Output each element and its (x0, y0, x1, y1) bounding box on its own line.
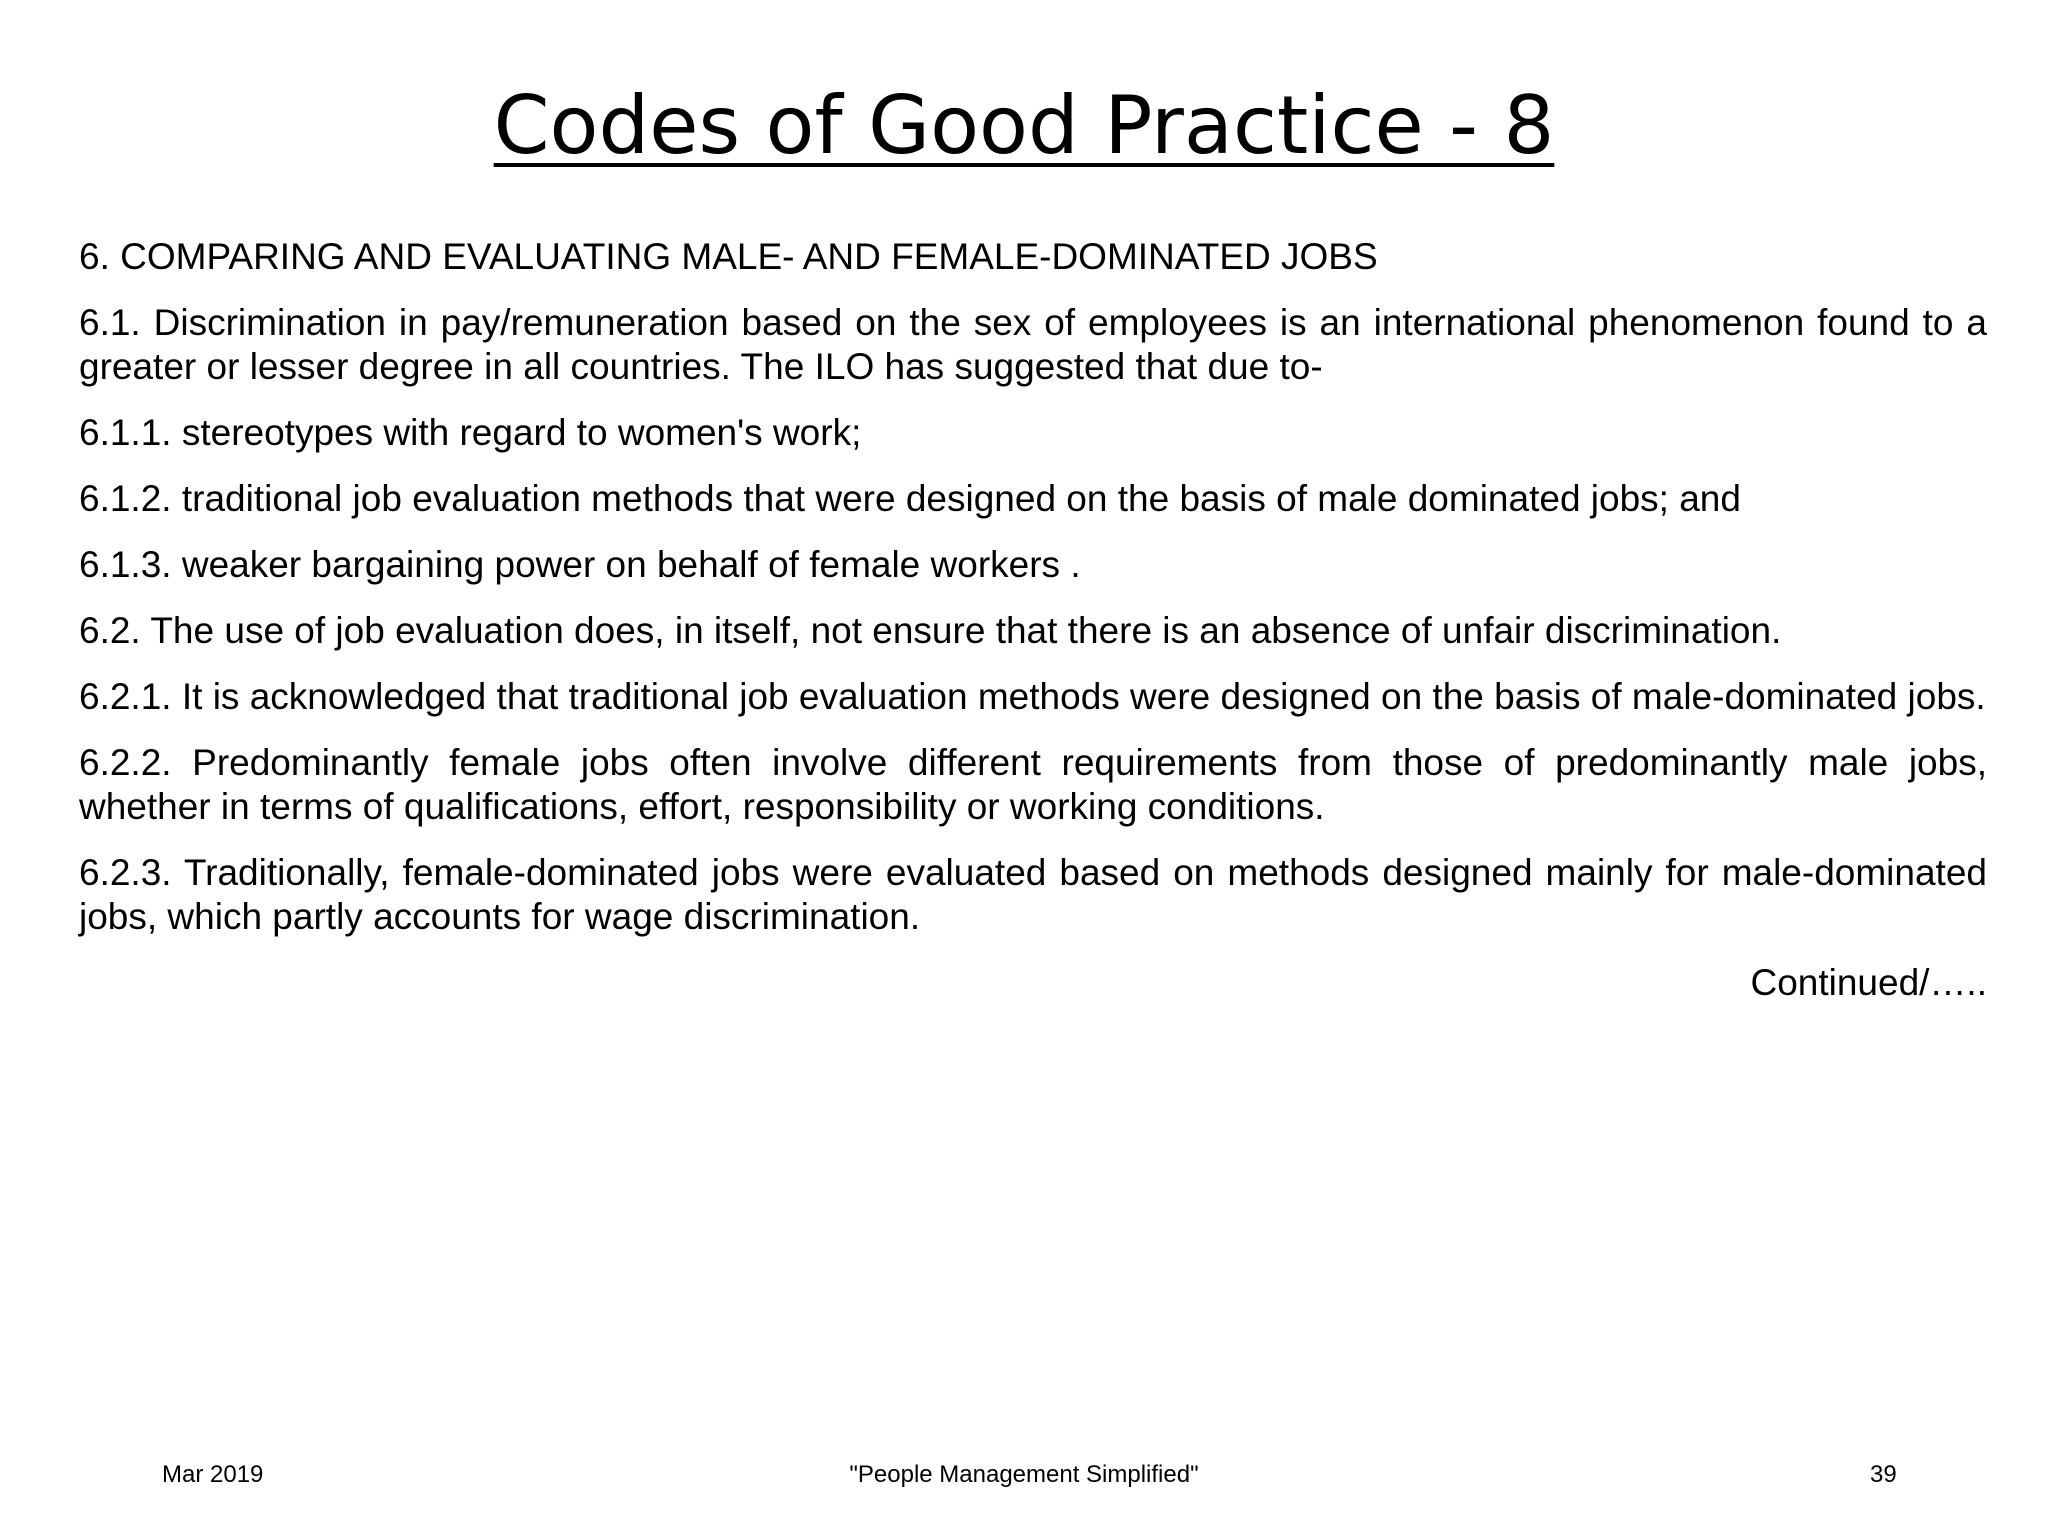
footer-date: Mar 2019 (162, 1461, 264, 1488)
paragraph-6-2-1: 6.2.1. It is acknowledged that traditional job evaluation methods were designed on the basis of male-dominated jobs. (79, 676, 1986, 717)
paragraph-6-1-3: 6.1.3. weaker bargaining power on behalf of female workers . (79, 544, 1081, 585)
slide-title-text: Codes of Good Practice - 8 (493, 79, 1555, 172)
page-number: 39 (1870, 1461, 1897, 1488)
footer-title: "People Management Simplified" (849, 1461, 1199, 1488)
paragraph-6-1: 6.1. Discrimination in pay/remuneration based on the sex of employees is an international phenomenon found to a greater or lesser degree in all countries. The ILO has suggested that due to- (79, 302, 1987, 387)
paragraph-6-2: 6.2. The use of job evaluation does, in itself, not ensure that there is an absence of unfair discrimination. (79, 610, 1782, 651)
paragraph-6-1-1: 6.1.1. stereotypes with regard to women's work; (79, 412, 862, 453)
slide-title (0, 78, 2048, 174)
paragraph-6-2-2: 6.2.2. Predominantly female jobs often involve different requirements from those of predominantly male jobs, whether in terms of qualifications, effort, responsibility or working conditions. (79, 742, 1987, 827)
section-heading: 6. COMPARING AND EVALUATING MALE- AND FEMALE-DOMINATED JOBS (79, 236, 1378, 277)
paragraph-6-1-2: 6.1.2. traditional job evaluation methods that were designed on the basis of male dominated jobs; and (79, 478, 1741, 519)
paragraph-6-2-3: 6.2.3. Traditionally, female-dominated jobs were evaluated based on methods designed mainly for male-dominated jobs, which partly accounts for wage discrimination. (79, 852, 1987, 937)
continued-note: Continued/….. (1750, 962, 1987, 1003)
slide-body (79, 235, 1987, 1027)
